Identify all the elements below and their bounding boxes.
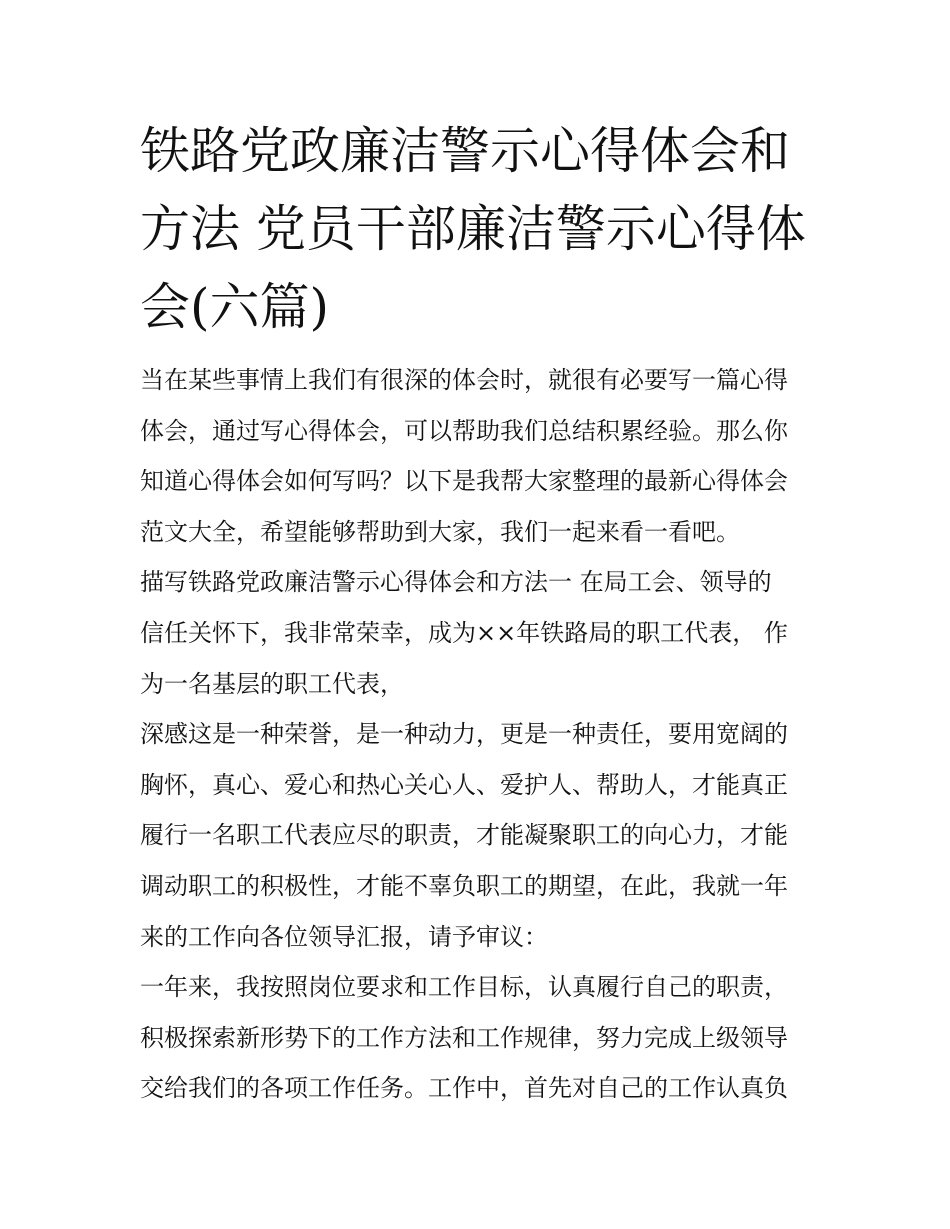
body-line: 体会，通过写心得体会，可以帮助我们总结积累经验。那么你 xyxy=(140,416,788,445)
body-line: 描写铁路党政廉洁警示心得体会和方法一 在局工会、领导的 xyxy=(140,568,772,597)
body-line: 胸怀，真心、爱心和热心关心人、爱护人、帮助人，才能真正 xyxy=(140,770,788,799)
body-line: 交给我们的各项工作任务。工作中，首先对自己的工作认真负 xyxy=(140,1074,788,1103)
document-title xyxy=(140,112,820,346)
body-line: 当在某些事情上我们有很深的体会时，就很有必要写一篇心得 xyxy=(140,366,788,394)
body-line: 积极探索新形势下的工作方法和工作规律，努力完成上级领导 xyxy=(140,1023,788,1052)
body-line: 为一名基层的职工代表， xyxy=(140,669,404,698)
title-line: 铁路党政廉洁警示心得体会和 xyxy=(140,122,790,180)
title-line: 会(六篇) xyxy=(140,278,330,336)
body-line: 一年来，我按照岗位要求和工作目标，认真履行自己的职责， xyxy=(140,973,788,1002)
body-line: 信任关怀下，我非常荣幸，成为××年铁路局的职工代表， 作 xyxy=(140,618,788,647)
body-line: 知道心得体会如何写吗？以下是我帮大家整理的最新心得体会 xyxy=(140,467,788,496)
document-body xyxy=(140,355,820,1114)
body-line: 履行一名职工代表应尽的职责，才能凝聚职工的向心力，才能 xyxy=(140,821,788,850)
body-line: 来的工作向各位领导汇报，请予审议： xyxy=(140,922,548,951)
body-line: 调动职工的积极性，才能不辜负职工的期望，在此，我就一年 xyxy=(140,871,788,900)
title-line: 方法 党员干部廉洁警示心得体 xyxy=(140,200,806,258)
body-line: 范文大全，希望能够帮助到大家，我们一起来看一看吧。 xyxy=(140,517,740,546)
body-line: 深感这是一种荣誉，是一种动力，更是一种责任，要用宽阔的 xyxy=(140,720,788,749)
